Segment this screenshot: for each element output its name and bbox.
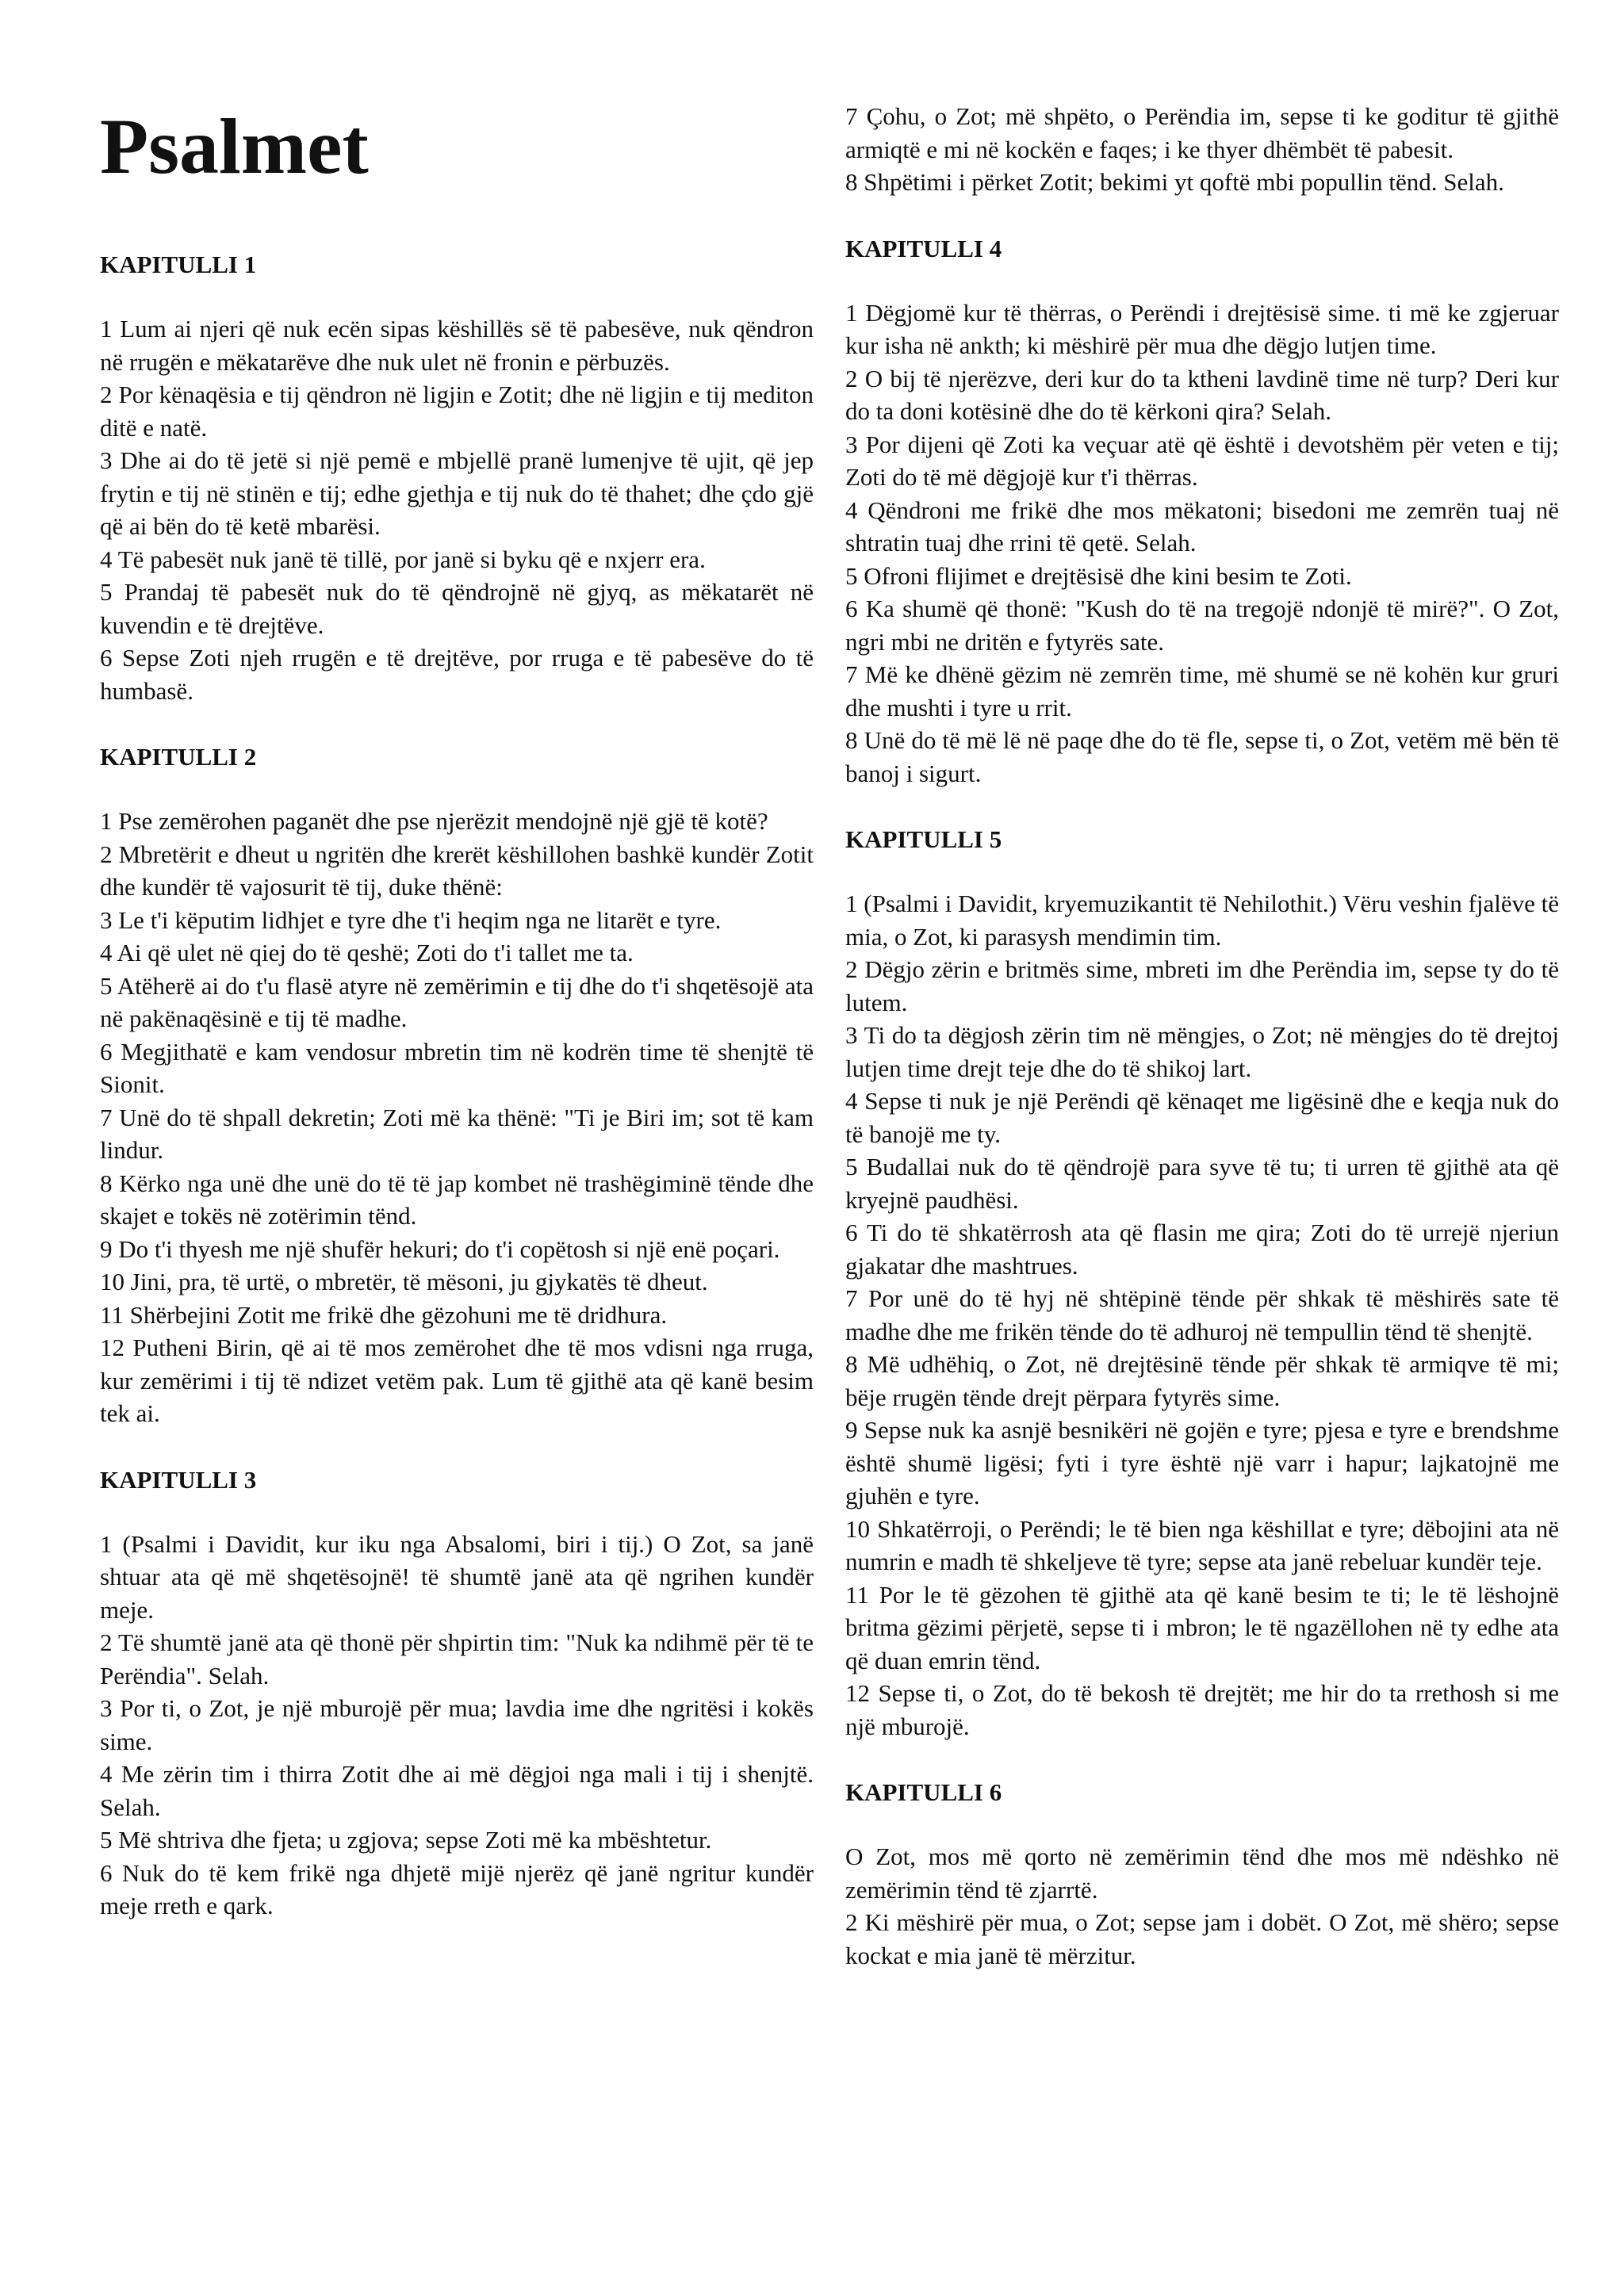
chapter-heading: KAPITULLI 2 xyxy=(100,743,257,771)
verse: 4 Sepse ti nuk je një Perëndi që kënaqet me ligësinë dhe e keqja nuk do të banojë me ty. xyxy=(845,1087,1559,1148)
verse: 4 Qëndroni me frikë dhe mos mëkatoni; bisedoni me zemrën tuaj në shtratin tuaj dhe rrini të qetë. Selah. xyxy=(845,496,1559,557)
verse: 8 Më udhëhiq, o Zot, në drejtësinë tënde për shkak të armiqve të mi; bëje rrugën tënde drejt përpara fytyrës sime. xyxy=(845,1350,1559,1411)
verse: 6 Nuk do të kem frikë nga dhjetë mijë njerëz që janë ngritur kundër meje rreth e qark. xyxy=(100,1858,814,1919)
chapter-section xyxy=(100,1464,814,1923)
verse: 2 Ki mëshirë për mua, o Zot; sepse jam i dobët. O Zot, më shëro; sepse kockat e mia janë të mërzitur. xyxy=(845,1908,1559,1969)
verse: 3 Por dijeni që Zoti ka veçuar atë që është i devotshëm për veten e tij; Zoti do të më dëgjojë kur t'i thërras. xyxy=(845,430,1559,491)
verse: O Zot, mos më qorto në zemërimin tënd dhe mos më ndëshko në zemërimin tënd të zjarrtë. xyxy=(845,1843,1559,1904)
verse: 6 Ka shumë që thonë: "Kush do të na tregojë ndonjë të mirë?". O Zot, ngri mbi ne dritën e fytyrës sate. xyxy=(845,595,1559,656)
chapter-heading: KAPITULLI 4 xyxy=(845,234,1002,262)
chapter-section xyxy=(845,232,1559,790)
chapter-heading: KAPITULLI 6 xyxy=(845,1778,1002,1806)
verse: 5 Budallai nuk do të qëndrojë para syve të tu; ti urren të gjithë ata që kryejnë paudhësi. xyxy=(845,1153,1559,1214)
verse: 1 Lum ai njeri që nuk ecën sipas këshillës së të pabesëve, nuk qëndron në rrugën e mëkatarëve dhe nuk ulet në fronin e përbuzës. xyxy=(100,315,814,376)
verse: 7 Por unë do të hyj në shtëpinë tënde për shkak të mëshirës sate të madhe dhe me frikën tënde do të adhuroj në tempullin tënd të shenjtë. xyxy=(845,1284,1559,1345)
book-title: Psalmet xyxy=(100,102,369,190)
verse: 12 Putheni Birin, që ai të mos zemërohet dhe të mos vdisni nga rruga, kur zemërimi i tij të ndizet vetëm pak. Lum të gjithë ata që kanë besim tek ai. xyxy=(100,1334,814,1427)
verse: 9 Do t'i thyesh me një shufër hekuri; do t'i copëtosh si një enë poçari. xyxy=(100,1234,780,1263)
verse: 1 Dëgjomë kur të thërras, o Perëndi i drejtësisë sime. ti më ke zgjeruar kur isha në ankth; ki mëshirë për mua dhe dëgjo lutjen time. xyxy=(845,298,1559,359)
verse: 6 Megjithatë e kam vendosur mbretin tim në kodrën time të shenjtë të Sionit. xyxy=(100,1037,814,1098)
verse: 2 O bij të njerëzve, deri kur do ta ktheni lavdinë time në turp? Deri kur do ta doni kotësinë dhe do të kërkoni qira? Selah. xyxy=(845,364,1559,425)
verse: 10 Shkatërroji, o Perëndi; le të bien nga këshillat e tyre; dëbojini ata në numrin e madh të shkeljeve të tyre; sepse ata janë rebeluar kundër teje. xyxy=(845,1514,1559,1575)
verse: 3 Dhe ai do të jetë si një pemë e mbjellë pranë lumenjve të ujit, që jep frytin e tij në stinën e tij; edhe gjethja e tij nuk do të thahet; dhe çdo gjë që ai bën do të ketë mbarësi. xyxy=(100,446,814,540)
verse: 4 Ai që ulet në qiej do të qeshë; Zoti do t'i tallet me ta. xyxy=(100,939,634,966)
verse: 12 Sepse ti, o Zot, do të bekosh të drejtët; me hir do ta rrethosh si me një mburojë. xyxy=(845,1679,1559,1740)
verse: 1 Pse zemërohen paganët dhe pse njerëzit mendojnë një gjë të kotë? xyxy=(100,807,768,835)
verse: 11 Por le të gëzohen të gjithë ata që kanë besim te ti; le të lëshojnë britma gëzimi përjetë, sepse ti i mbron; le të ngazëllohen në ty edhe ata që duan emrin tënd. xyxy=(845,1580,1559,1674)
chapter-heading: KAPITULLI 5 xyxy=(845,825,1002,853)
verse: 3 Por ti, o Zot, je një mburojë për mua; lavdia ime dhe ngritësi i kokës sime. xyxy=(100,1694,814,1755)
verse: 10 Jini, pra, të urtë, o mbretër, të mësoni, ju gjykatës të dheut. xyxy=(100,1268,708,1295)
verse: 5 Atëherë ai do t'u flasë atyre në zemërimin e tij dhe do t'i shqetësojë ata në pakënaqësinë e tij të madhe. xyxy=(100,971,814,1032)
chapter-section xyxy=(100,740,814,1430)
chapter-section xyxy=(100,248,814,707)
verse: 6 Sepse Zoti njeh rrugën e të drejtëve, por rruga e të pabesëve do të humbasë. xyxy=(100,644,814,705)
verse: 5 Më shtriva dhe fjeta; u zgjova; sepse Zoti më ka mbështetur. xyxy=(100,1826,712,1854)
verse: 7 Më ke dhënë gëzim në zemrën time, më shumë se në kohën kur gruri dhe mushti i tyre u rrit. xyxy=(845,660,1559,721)
right-column xyxy=(845,0,1559,1972)
verse: 2 Mbretërit e dheut u ngritën dhe krerët këshillohen bashkë kundër Zotit dhe kundër të vajosurit të tij, duke thënë: xyxy=(100,840,814,901)
verse: 2 Të shumtë janë ata që thonë për shpirtin tim: "Nuk ka ndihmë për të te Perëndia". Selah. xyxy=(100,1628,814,1689)
verse: 8 Kërko nga unë dhe unë do të të jap kombet në trashëgiminë tënde dhe skajet e tokës në zotërimin tënd. xyxy=(100,1169,814,1230)
verse: 7 Unë do të shpall dekretin; Zoti më ka thënë: "Ti je Biri im; sot të kam lindur. xyxy=(100,1103,814,1164)
verse: 11 Shërbejini Zotit me frikë dhe gëzohuni me të dridhura. xyxy=(100,1300,668,1329)
chapter-heading: KAPITULLI 3 xyxy=(100,1465,257,1494)
chapter-3-continuation xyxy=(845,100,1559,199)
verse: 8 Shpëtimi i përket Zotit; bekimi yt qoftë mbi popullin tënd. Selah. xyxy=(845,168,1504,196)
verse: 6 Ti do të shkatërrosh ata që flasin me qira; Zoti do të urrejë njeriun gjakatar dhe mashtrues. xyxy=(845,1219,1559,1280)
right-chapters xyxy=(845,232,1559,1973)
verse: 3 Le t'i këputim lidhjet e tyre dhe t'i heqim nga ne litarët e tyre. xyxy=(100,905,722,934)
left-column xyxy=(100,0,814,1923)
verse: 2 Por kënaqësia e tij qëndron në ligjin e Zotit; dhe në ligjin e tij mediton ditë e natë. xyxy=(100,381,814,442)
verse: 4 Të pabesët nuk janë të tillë, por janë si byku që e nxjerr era. xyxy=(100,545,706,573)
chapter-section xyxy=(845,823,1559,1743)
verse: 3 Ti do ta dëgjosh zërin tim në mëngjes, o Zot; në mëngjes do të drejtoj lutjen time drejt teje dhe do të shikoj lart. xyxy=(845,1021,1559,1082)
verse: 7 Çohu, o Zot; më shpëto, o Perëndia im, sepse ti ke goditur të gjithë armiqtë e mi në kockën e faqes; i ke thyer dhëmbët të pabesit. xyxy=(845,102,1559,163)
verse: 5 Ofroni flijimet e drejtësisë dhe kini besim te Zoti. xyxy=(845,561,1352,590)
verse: 1 (Psalmi i Davidit, kur iku nga Absalomi, biri i tij.) O Zot, sa janë shtuar ata që më shqetësojnë! të shumtë janë ata që ngrihen kundër meje. xyxy=(100,1529,814,1624)
verse: 5 Prandaj të pabesët nuk do të qëndrojnë në gjyq, as mëkatarët në kuvendin e të drejtëve. xyxy=(100,578,814,639)
verse: 4 Me zërin tim i thirra Zotit dhe ai më dëgjoi nga mali i tij i shenjtë. Selah. xyxy=(100,1760,814,1821)
verse: 2 Dëgjo zërin e britmës sime, mbreti im dhe Perëndia im, sepse ty do të lutem. xyxy=(845,955,1559,1016)
verse: 9 Sepse nuk ka asnjë besnikëri në gojën e tyre; pjesa e tyre e brendshme është shumë ligësi; fyti i tyre është një varr i hapur; lajkatojnë me gjuhën e tyre. xyxy=(845,1416,1559,1510)
verse: 1 (Psalmi i Davidit, kryemuzikantit të Nehilothit.) Vëru veshin fjalëve të mia, o Zot, ki parasysh mendimin tim. xyxy=(845,890,1559,951)
verse: 8 Unë do të më lë në paqe dhe do të fle, sepse ti, o Zot, vetëm më bën të banoj i sigurt. xyxy=(845,726,1559,787)
chapter-heading: KAPITULLI 1 xyxy=(100,251,257,278)
left-chapters xyxy=(100,248,814,1923)
chapter-section xyxy=(845,1776,1559,1972)
